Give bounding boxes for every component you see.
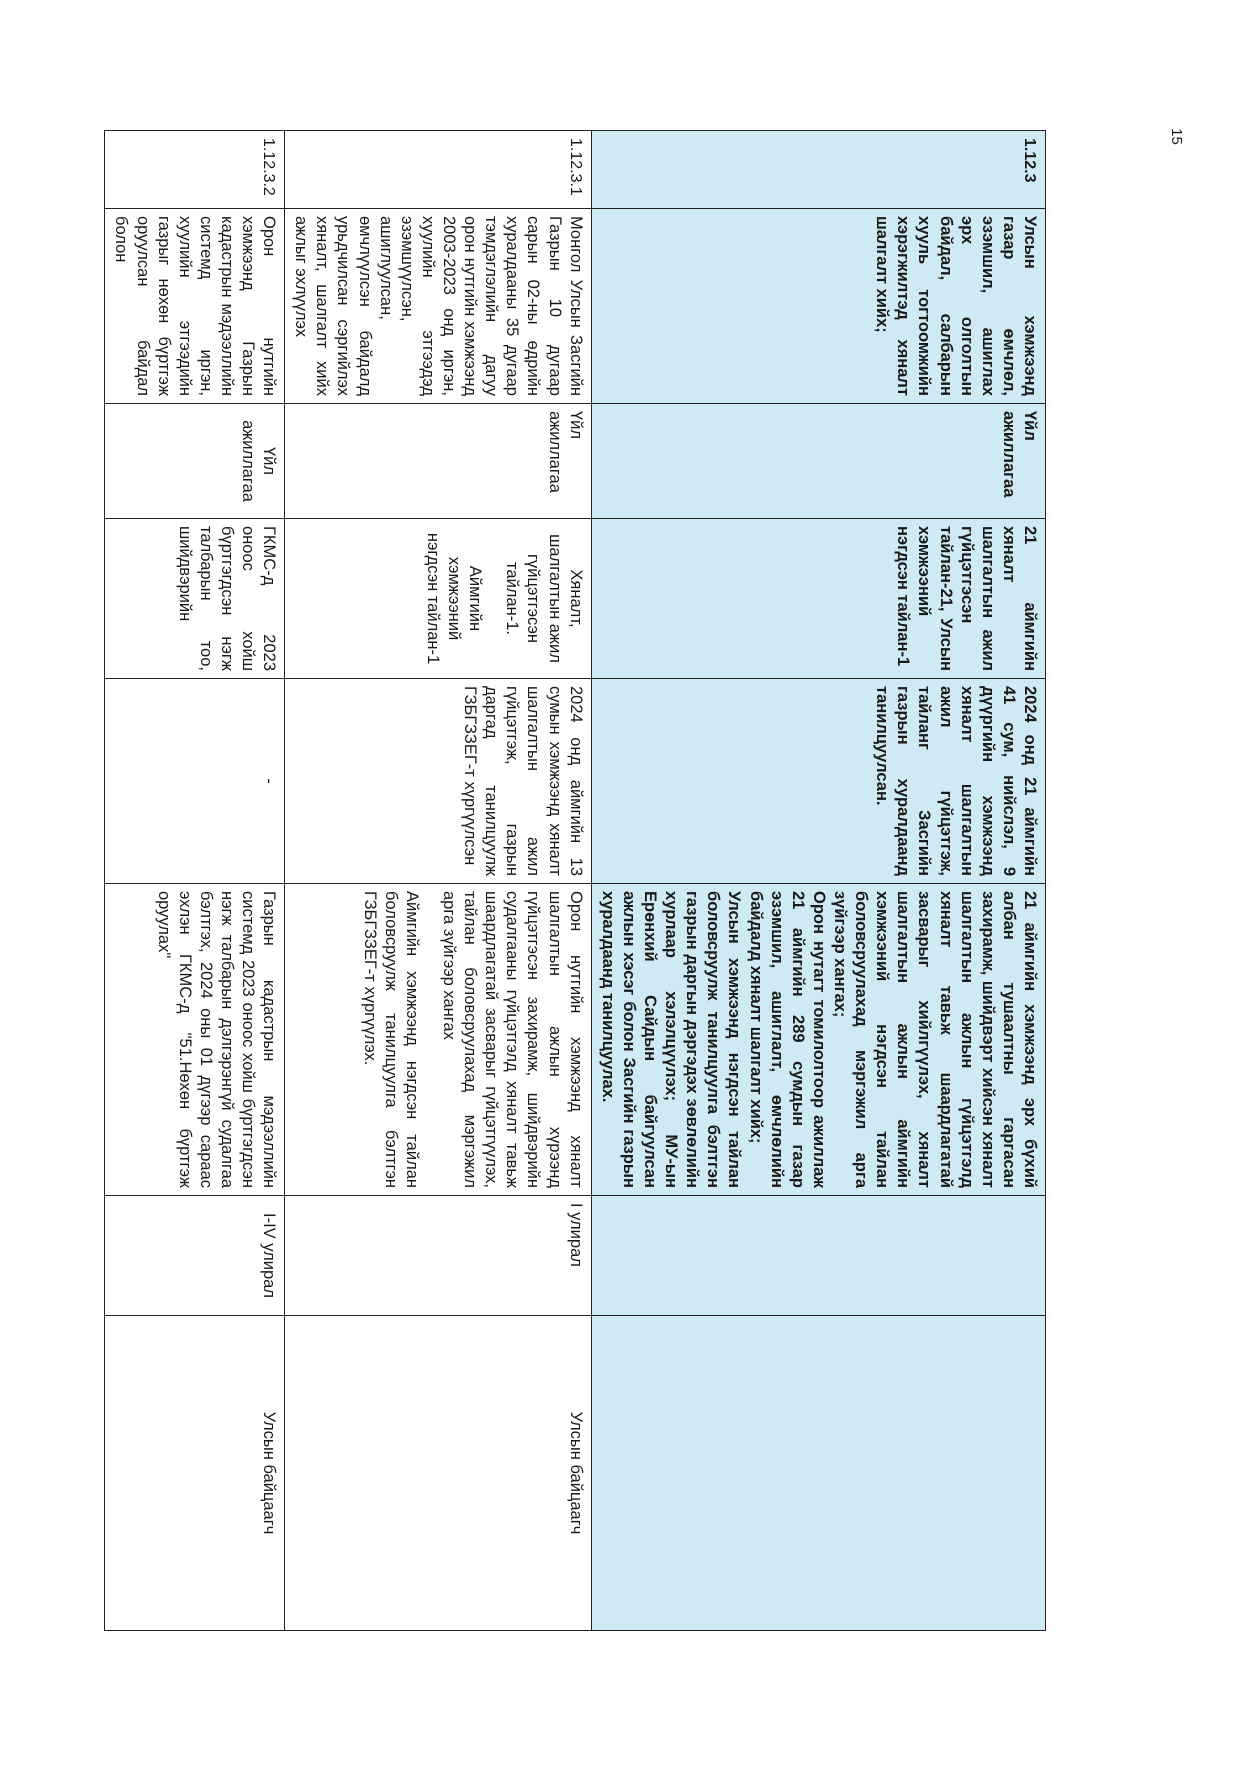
row-code: 1.12.3.2 bbox=[105, 131, 285, 209]
row-indicator bbox=[285, 519, 592, 679]
plan-item: Орон нутгийн хэмжээнд хяналт шалгалтын ажлын хүрээнд гүйцэтгэсэн захирамж, шийдвэрийн судалгааны гүйцэтгэлд хяналт тавьж шаардлагатай засварыг гүйцэтгүүлэх, тайлан боловсруулахад мэргэжил арга зүйгээр хангах bbox=[440, 891, 585, 1188]
plan-item: Орон нутагт томилолтоор ажиллаж 21 аймгийн 289 сумдын газар эзэмшил, ашиглалт, өмчлөлийн байдалд хяналт шалгалт хийх; bbox=[746, 891, 828, 1188]
row-plan: Газрын кадастрын мэдээллийн системд 2023 оноос хойш бүртгэгдсэн нэгж талбарын дэлгэрэнгүй судалгаа бэлтгэх, 2024 оны 01 дүгээр сараас эхлэн ГКМС-д "51.Нөхөн бүртгэж оруулах" bbox=[105, 884, 285, 1196]
plan-table bbox=[104, 130, 1046, 1631]
row-code: 1.12.3 bbox=[591, 131, 1045, 209]
row-description: Монгол Улсын Засгийн Газрын 10 дугаар сарын 02-ны өдрийн хуралдааны 35 дугаар тэмдэглэлийн дагуу орон нутгийн хэмжээнд 2003-2023 онд иргэн, хуулийн этгээдэд эзэмшүүлсэн, ашиглуулсан, өмчлүүлсэн байдалд урьдчилсан сэргийлэх хяналт, шалгалт хийх ажлыг эхлүүлэх bbox=[285, 209, 592, 404]
table-row bbox=[105, 131, 285, 1631]
row-period bbox=[591, 1196, 1045, 1316]
row-plan bbox=[591, 884, 1045, 1196]
table-row bbox=[591, 131, 1045, 1631]
row-description: Улсын хэмжээнд газар өмчлөл, эзэмшил, ашиглах эрх олголтын байдал, салбарын хууль тогтоомжийн хэрэгжилтэд хяналт шалгалт хийх; bbox=[591, 209, 1045, 404]
row-activity-type: Үйл ажиллагаа bbox=[105, 404, 285, 519]
row-activity-type: Үйл ажиллагаа bbox=[285, 404, 592, 519]
rotated-page-content bbox=[112, 130, 1046, 1630]
row-result-2024: - bbox=[105, 679, 285, 884]
indicator-item: Аймгийн хэмжээний нэгдсэн тайлан-1 bbox=[424, 532, 485, 665]
row-indicator: ГКМС-д 2023 оноос хойш бүртгэгдсэн нэгж талбарын тоо, шийдвэрийн bbox=[105, 519, 285, 679]
table-row bbox=[285, 131, 592, 1631]
plan-item: Аймгийн хэмжээнд нэгдсэн тайлан боловсруулж танилцуулга бэлтгэн ГЗБГЗЗЕГ-т хүргүүлэх. bbox=[360, 891, 421, 1188]
row-description: Орон нутгийн хэмжээнд Газрын кадастрын мэдээллийн системд иргэн, хуулийн этгээдийн газрыг нөхөн бүртгэж оруулсан байдал болон bbox=[105, 209, 285, 404]
row-period: I-IV улирал bbox=[105, 1196, 285, 1316]
plan-item: 21 аймгийн хэмжээнд эрх бүхий албан тушаалтны гаргасан захирамж, шийдвэрт хийсэн хяналт шалгалтын ажлын гүйцэтгэлд хяналт тавьж шаардлагатай засварыг хийлгүүлэх, хяналт шалгалтын ажлын аймгийн хэмжээний нэгдсэн тайлан боловсруулахад мэргэжил арга зүйгээр хангах; bbox=[831, 891, 1039, 1188]
page-number: 15 bbox=[1167, 128, 1185, 145]
row-code: 1.12.3.1 bbox=[285, 131, 592, 209]
indicator-item: Хяналт, шалгалтын ажил гүйцэтгэсэн тайлан-1. bbox=[503, 534, 585, 663]
row-activity-type: Үйл ажиллагаа bbox=[591, 404, 1045, 519]
row-period: I улирал bbox=[285, 1196, 592, 1316]
row-indicator: 21 аймгийн хяналт шалгалтын ажил гүйцэтгэсэн тайлан-21, Улсын хэмжээний нэгдсэн тайлан-1 bbox=[591, 519, 1045, 679]
row-responsible bbox=[591, 1316, 1045, 1631]
row-responsible: Улсын байцаагч bbox=[285, 1316, 592, 1631]
row-result-2024: 2024 онд аймгийн 13 сумын хэмжээнд хяналт шалгалтын ажил гүйцэтгэж, газрын даргад танилцуулж ГЗБГЗЗЕГ-т хүргүүлсэн bbox=[285, 679, 592, 884]
row-responsible: Улсын байцаагч bbox=[105, 1316, 285, 1631]
row-plan bbox=[285, 884, 592, 1196]
plan-item: Улсын хэмжээнд нэгдсэн тайлан боловсруулж танилцуулга бэлтгэн газрын даргын дэргэдэх зөвлөлийн хурлаар хэлэлцүүлэх; МУ-ын Ерөнхий Сайдын байгуулсан ажлын хэсэг болон Засгийн газрын хуралдаанд танилцуулах. bbox=[598, 891, 744, 1188]
row-result-2024: 2024 онд 21 аймгийн 41 сум, нийслэл, 9 дүүргийн хэмжээнд хяналт шалгалтын ажил гүйцэтгэж, тайланг Засгийн газрын хуралдаанд танилцуулсан. bbox=[591, 679, 1045, 884]
